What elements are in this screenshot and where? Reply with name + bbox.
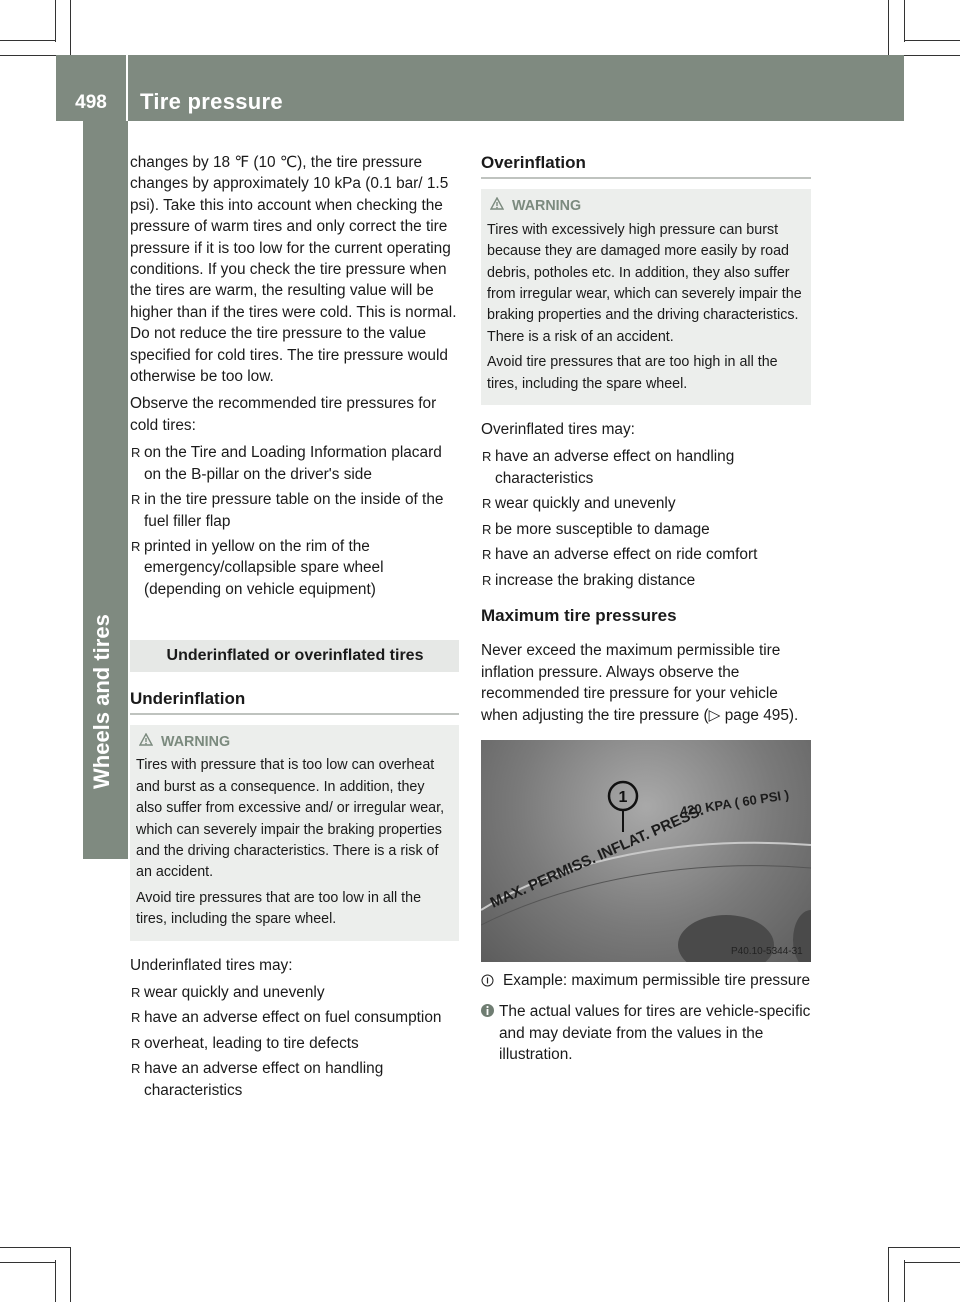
crop-mark xyxy=(888,0,889,55)
list-item: R increase the braking distance xyxy=(481,570,811,591)
max-pressure-text: Never exceed the maximum permissible tire inflation pressure. Always observe the recommended tire pressure for your vehicle when adjusting the tire pressure (▷ page 495). xyxy=(481,642,799,724)
callout-1-label: 1 xyxy=(618,788,628,806)
right-column xyxy=(481,152,811,1066)
underinflation-heading: Underinflation xyxy=(130,688,459,715)
bullet-icon: R xyxy=(482,496,492,512)
intro-paragraph: changes by 18 ℉ (10 ℃), the tire pressure changes by approximately 10 kPa (0.1 bar/ 1.5 psi). Take this into account when checking the pressure of warm tires and only correct the tire pressure if it is too low for the current operating conditions. If you check the tire pressure when the tires are warm, the resulting value will be higher than if the tires were cold. This is normal. Do not reduce the tire pressure to the value specified for cold tires. The tire pressure would otherwise be too low. xyxy=(130,154,457,386)
crop-mark xyxy=(70,0,71,55)
warning-text: Tires with pressure that is too low can overheat and burst as a consequence. In addition, they also suffer from excessive and/ or irregular wear, which can severely impair the braking properties and the driving characteristics. There is a risk of an accident. xyxy=(136,757,445,881)
image-caption: Example: maximum permissible tire pressure xyxy=(481,970,811,991)
header-divider xyxy=(126,55,128,121)
bullet-icon: R xyxy=(482,572,492,588)
max-pressure-heading: Maximum tire pressures xyxy=(481,605,677,625)
list-item: R have an adverse effect on ride comfort xyxy=(481,544,811,565)
bullet-icon: R xyxy=(131,445,141,461)
warning-text: Tires with excessively high pressure can burst because they are damaged more easily by road debris, potholes etc. In addition, they also suffer from irregular wear, which can severely impair the braking properties and the driving characteristics. There is a risk of an accident. xyxy=(487,221,802,345)
stamp-line-1: MAX. PERMISS. INFLAT. PRESS. xyxy=(487,801,707,912)
underinflated-intro: Underinflated tires may: xyxy=(130,956,293,974)
list-item: R wear quickly and unevenly xyxy=(130,982,459,1003)
bullet-icon: R xyxy=(131,1061,141,1077)
observe-list xyxy=(130,442,459,600)
crop-mark xyxy=(904,1260,905,1302)
crop-mark xyxy=(904,40,960,41)
warning-triangle-icon xyxy=(490,196,504,217)
warning-triangle-icon xyxy=(139,732,153,753)
bullet-icon: R xyxy=(482,449,492,465)
tire-rim-photo xyxy=(481,740,811,962)
crop-mark xyxy=(0,40,55,41)
crop-mark xyxy=(55,1260,56,1302)
callout-1-icon xyxy=(481,972,494,993)
info-note: The actual values for tires are vehicle-specific and may deviate from the values in the illustration. xyxy=(481,1001,811,1065)
warning-text: Avoid tire pressures that are too low in all the tires, including the spare wheel. xyxy=(136,889,422,928)
list-item: R have an adverse effect on handling characteristics xyxy=(482,448,735,487)
bullet-icon: R xyxy=(482,521,492,537)
list-item: R have an adverse effect on fuel consumption xyxy=(130,1007,459,1028)
list-item: R on the Tire and Loading Information placard on the B-pillar on the driver's side xyxy=(131,444,442,483)
left-column xyxy=(130,152,459,1105)
bullet-icon: R xyxy=(131,538,141,554)
crop-mark xyxy=(55,0,56,42)
chapter-tab-label: Wheels and tires xyxy=(89,614,114,789)
crop-mark xyxy=(0,1247,70,1248)
list-item: R be more susceptible to damage xyxy=(481,519,811,540)
list-item: R wear quickly and unevenly xyxy=(481,493,811,514)
bullet-icon: R xyxy=(131,985,141,1000)
overinflated-intro: Overinflated tires may: xyxy=(481,421,635,439)
crop-mark xyxy=(888,1247,889,1302)
crop-mark xyxy=(888,1247,960,1248)
bullet-icon: R xyxy=(482,547,492,563)
stamp-line-2: 420 KPA ( 60 PSI ) xyxy=(679,786,790,819)
info-icon xyxy=(481,1003,494,1024)
observe-paragraph: Observe the recommended tire pressures for cold tires: xyxy=(130,395,437,434)
overinflated-list xyxy=(481,446,811,590)
bullet-icon: R xyxy=(131,492,141,508)
image-ref-code: P40.10-5344-31 xyxy=(731,945,803,957)
warning-title: WARNING xyxy=(487,196,805,217)
page-number: 498 xyxy=(75,92,107,113)
bullet-icon: R xyxy=(131,1035,141,1051)
list-item: R in the tire pressure table on the inside of the fuel filler flap xyxy=(131,491,444,530)
crop-mark xyxy=(904,0,905,42)
page-title: Tire pressure xyxy=(140,89,283,114)
underinflated-list xyxy=(130,982,459,1101)
list-item: R overheat, leading to tire defects xyxy=(130,1033,459,1054)
crop-mark xyxy=(70,1247,71,1302)
section-heading: Underinflated or overinflated tires xyxy=(130,640,459,671)
bullet-icon: R xyxy=(131,1010,141,1026)
overinflation-warning xyxy=(481,189,811,405)
overinflation-heading: Overinflation xyxy=(481,152,811,179)
warning-title: WARNING xyxy=(136,732,453,753)
warning-text: Avoid tire pressures that are too high in all the tires, including the spare wheel. xyxy=(487,354,778,392)
arrow-ref-icon: ▷ xyxy=(708,706,721,724)
underinflation-warning xyxy=(130,725,459,941)
list-item: R printed in yellow on the rim of the emergency/collapsible spare wheel (depending on vehicle equipment) xyxy=(131,537,384,598)
crop-mark xyxy=(0,1262,55,1263)
page-reference[interactable]: page 495). xyxy=(724,706,799,724)
crop-mark xyxy=(904,1262,960,1263)
list-item: R have an adverse effect on handling characteristics xyxy=(131,1060,384,1099)
